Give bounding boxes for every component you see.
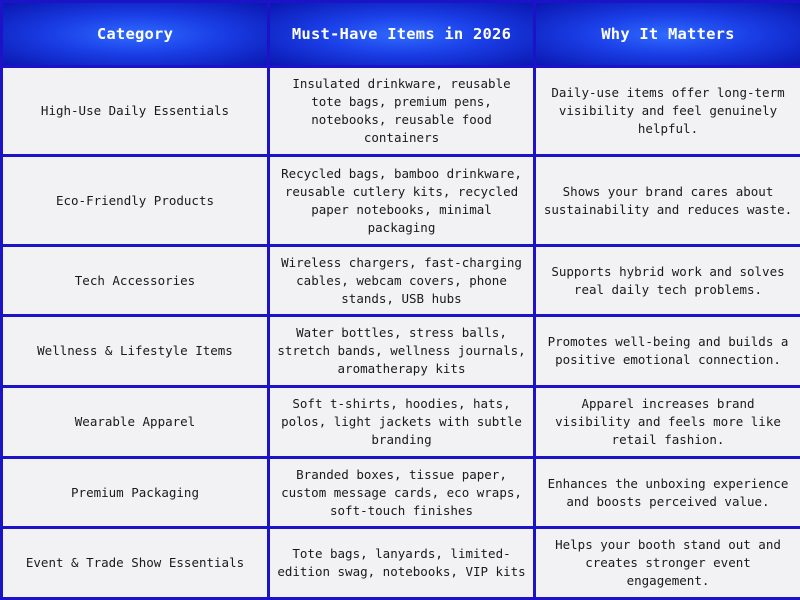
- table-row: [2, 316, 800, 387]
- table-row: [2, 457, 800, 528]
- category-cell: Wearable Apparel: [2, 387, 269, 458]
- why-cell: Helps your booth stand out and creates stronger event engagement.: [535, 528, 800, 599]
- table-row: [2, 245, 800, 316]
- header-row: [2, 2, 800, 67]
- table-row: [2, 528, 800, 599]
- category-cell: Tech Accessories: [2, 245, 269, 316]
- why-cell: Shows your brand cares about sustainability and reduces waste.: [535, 156, 800, 245]
- items-cell: Insulated drinkware, reusable tote bags, premium pens, notebooks, reusable food containers: [269, 67, 535, 156]
- header-why-it-matters: Why It Matters: [535, 2, 800, 67]
- items-cell: Wireless chargers, fast-charging cables, webcam covers, phone stands, USB hubs: [269, 245, 535, 316]
- why-cell: Supports hybrid work and solves real daily tech problems.: [535, 245, 800, 316]
- category-cell: Wellness & Lifestyle Items: [2, 316, 269, 387]
- category-cell: Event & Trade Show Essentials: [2, 528, 269, 599]
- items-cell: Water bottles, stress balls, stretch bands, wellness journals, aromatherapy kits: [269, 316, 535, 387]
- items-cell: Recycled bags, bamboo drinkware, reusable cutlery kits, recycled paper notebooks, minimal packaging: [269, 156, 535, 245]
- why-cell: Promotes well-being and builds a positive emotional connection.: [535, 316, 800, 387]
- items-cell: Soft t-shirts, hoodies, hats, polos, light jackets with subtle branding: [269, 387, 535, 458]
- category-cell: High-Use Daily Essentials: [2, 67, 269, 156]
- table-row: [2, 156, 800, 245]
- why-cell: Apparel increases brand visibility and feels more like retail fashion.: [535, 387, 800, 458]
- category-cell: Eco-Friendly Products: [2, 156, 269, 245]
- category-cell: Premium Packaging: [2, 457, 269, 528]
- header-must-have-items: Must-Have Items in 2026: [269, 2, 535, 67]
- why-cell: Enhances the unboxing experience and boosts perceived value.: [535, 457, 800, 528]
- items-cell: Branded boxes, tissue paper, custom message cards, eco wraps, soft-touch finishes: [269, 457, 535, 528]
- why-cell: Daily-use items offer long-term visibility and feel genuinely helpful.: [535, 67, 800, 156]
- items-cell: Tote bags, lanyards, limited-edition swag, notebooks, VIP kits: [269, 528, 535, 599]
- header-category: Category: [2, 2, 269, 67]
- table-row: [2, 387, 800, 458]
- table-row: [2, 67, 800, 156]
